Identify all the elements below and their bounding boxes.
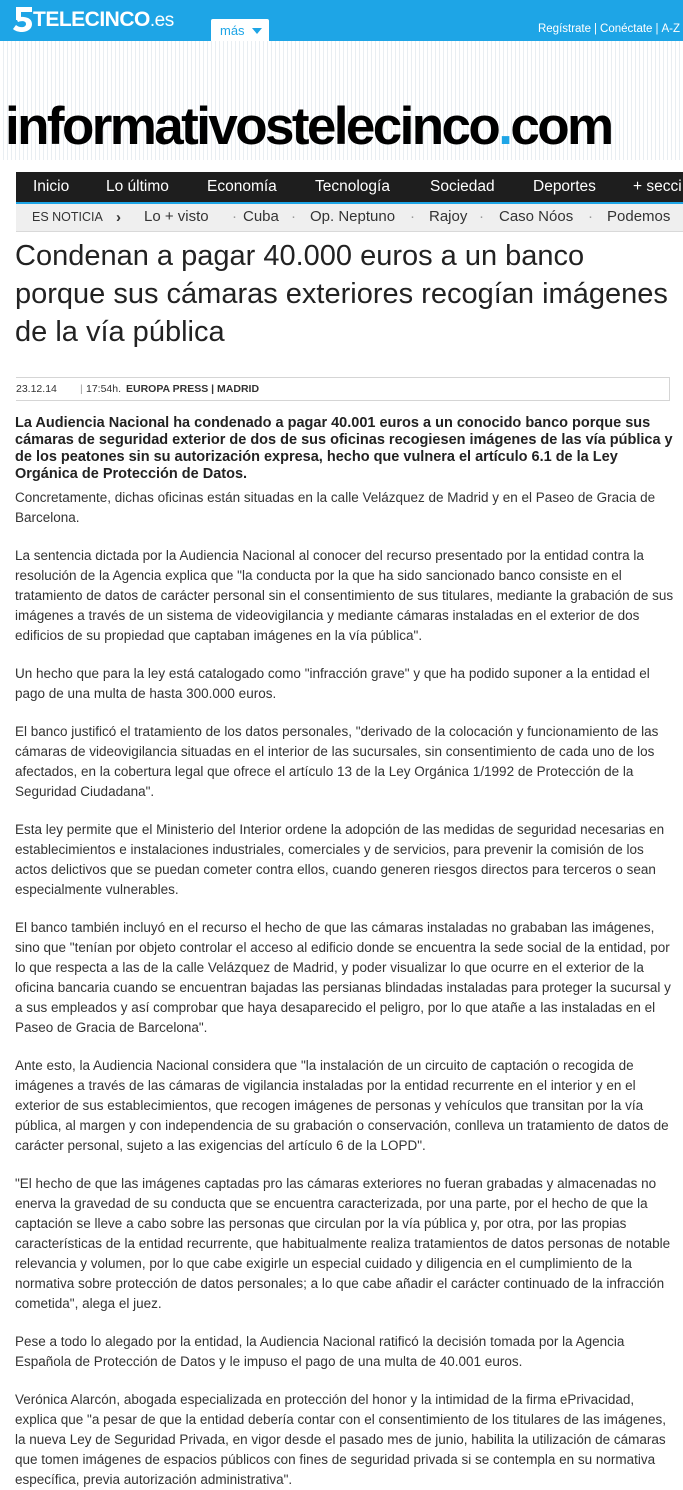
separator: · bbox=[291, 208, 296, 225]
trending-topic[interactable]: Rajoy bbox=[429, 208, 468, 225]
nav-item-inicio[interactable]: Inicio bbox=[33, 178, 70, 195]
more-tab-label: más bbox=[220, 23, 245, 38]
nav-item-economia[interactable]: Economía bbox=[207, 178, 277, 195]
separator: | bbox=[80, 383, 83, 395]
trending-topic[interactable]: Cuba bbox=[243, 208, 279, 225]
article-title: Condenan a pagar 40.000 euros a un banco porque sus cámaras exteriores recogían imágenes de la vía pública bbox=[15, 240, 668, 348]
article-paragraph: La sentencia dictada por la Audiencia Nacional al conocer del recurso presentado por la entidad contra la resolución de la Agencia explica que "la conducta por la que ha sido sancionado banco consiste en el tratamiento de datos de carácter personal sin el consentimiento de sus titulares, mediante la grabación de sus imágenes a través de un sistema de videovigilancia y mediante cámaras instaladas en el exterior de dos edificios de su propiedad que captaban imágenes en la vía pública". bbox=[15, 548, 674, 643]
article-paragraph: El banco también incluyó en el recurso el hecho de que las cámaras instaladas no grababan las imágenes, sino que "tenían por objeto controlar el acceso al edificio donde se encuentra la sede social de la entidad, por lo que respecta a las de la calle Velázquez de Madrid, y poder visualizar lo que ocurre en el exterior de la oficina bancaria cuando se encuentran bajadas las persianas blindadas instaladas para proteger la sucursal y a sus empleados y así comprobar que haya desaparecido el peligro, por lo que atañe a las instaladas en el Paseo de Gracia de Barcelona". bbox=[15, 920, 671, 1035]
a-z-link[interactable]: A-Z bbox=[661, 23, 680, 35]
site-logo[interactable]: informativostelecinco.com bbox=[5, 97, 612, 156]
article-paragraph: "El hecho de que las imágenes captadas pro las cámaras exteriores no fueran grabadas y almacenadas no enerva la gravedad de su conducta que se encuentra caracterizada, por una parte, por el hecho de que la captación se lleve a cabo sobre las personas que circulan por la vía pública y, por otra, por las propias características de la entidad recurrente, que habitualmente realiza tratamientos de datos personas de notable relevancia y volumen, por lo que cabe exigirle un especial cuidado y diligencia en el cumplimiento de la normativa sobre protección de datos personales; a lo que cabe añadir el carácter continuado de la infracción cometida", alega el juez. bbox=[15, 1176, 671, 1311]
article-paragraph: Verónica Alarcón, abogada especializada en protección del honor y la intimidad de la firma ePrivacidad, explica que "a pesar de que la entidad debería contar con el consentimiento de los titulares de las imágenes, la nueva Ley de Seguridad Privada, en vigor desde el pasado mes de junio, habilita la utilización de cámaras que tomen imágenes de espacios públicos con fines de seguridad privada si se contempla en su normativa específica, previa autorización administrativa". bbox=[15, 1392, 666, 1487]
trending-label: ES NOTICIA bbox=[32, 210, 103, 224]
article-date: 23.12.14 bbox=[16, 383, 57, 395]
article-time: 17:54h. bbox=[86, 383, 122, 395]
trending-topic[interactable]: Caso Nóos bbox=[499, 208, 574, 225]
article-lead: La Audiencia Nacional ha condenado a pagar 40.001 euros a un conocido banco porque sus cámaras de seguridad exterior de dos de sus oficinas recogiesen imágenes de las vía pública y de los peatones sin su autorización expresa, hecho que vulnera el artículo 6.1 de la Ley Orgánica de Protección de Datos. bbox=[15, 415, 673, 482]
more-tab[interactable] bbox=[211, 19, 269, 41]
article-paragraph: Concretamente, dichas oficinas están situadas en la calle Velázquez de Madrid y en el Paseo de Gracia de Barcelona. bbox=[15, 490, 656, 525]
article-meta bbox=[16, 377, 670, 401]
article-source: EUROPA PRESS | MADRID bbox=[126, 383, 260, 395]
article-paragraph: Ante esto, la Audiencia Nacional considera que "la instalación de un circuito de captación o recogida de imágenes a través de las cámaras de vigilancia instaladas por la entidad recurrente en el interior y en el exterior de sus establecimientos, que recogen imágenes de personas y vehículos que transitan por la vía pública, al margen y con independencia de su grabación o conservación, conlleva un tratamiento de datos de carácter personal, sujeto a las exigencias del artículo 6 de la LOPD". bbox=[15, 1058, 669, 1153]
trending-bar bbox=[16, 204, 683, 232]
trending-topic[interactable]: Podemos bbox=[607, 208, 671, 225]
main-nav bbox=[16, 172, 683, 202]
nav-item-tecnologia[interactable]: Tecnología bbox=[315, 178, 390, 195]
telecinco-five-logo-icon[interactable] bbox=[12, 6, 34, 34]
article-paragraph: El banco justificó el tratamiento de los datos personales, "derivado de la colocación y funcionamiento de las cámaras de videovigilancia situadas en el interior de las sucursales, sin consentimiento de cada uno de los afectados, en la cobertura legal que ofrece el artículo 13 de la Ley Orgánica 1/1992 de Protección de la Seguridad Ciudadana". bbox=[15, 724, 659, 799]
nav-item-deportes[interactable]: Deportes bbox=[533, 178, 596, 195]
trending-topic[interactable]: Op. Neptuno bbox=[310, 208, 396, 225]
nav-item-more-sections[interactable]: + secci bbox=[633, 178, 682, 195]
nav-item-lo-ultimo[interactable]: Lo último bbox=[106, 178, 169, 195]
article-paragraph: Esta ley permite que el Ministerio del Interior ordene la adopción de las medidas de seguridad necesarias en establecimientos e instalaciones industriales, comerciales y de servicios, para prevenir la comisión de los actos delictivos que se puedan cometer contra ellos, cuando generen riesgos directos para terceros o sean especialmente vulnerables. bbox=[15, 822, 665, 897]
login-link[interactable]: Conéctate bbox=[600, 23, 653, 35]
register-link[interactable]: Regístrate bbox=[537, 23, 592, 35]
separator: · bbox=[232, 208, 237, 225]
user-links: Regístrate | Conéctate | A-Z bbox=[537, 23, 680, 35]
chevron-right-icon: › bbox=[116, 209, 121, 226]
chevron-down-icon bbox=[252, 28, 262, 34]
separator: · bbox=[479, 208, 484, 225]
trending-topic[interactable]: Lo + visto bbox=[144, 208, 209, 225]
telecinco-logo-text[interactable]: TELECINCO.es bbox=[33, 8, 174, 31]
top-bar bbox=[0, 0, 683, 41]
separator: · bbox=[410, 208, 415, 225]
separator: · bbox=[588, 208, 593, 225]
article-paragraph: Un hecho que para la ley está catalogado como "infracción grave" y que ha podido suponer a la entidad el pago de una multa de hasta 300.000 euros. bbox=[15, 666, 650, 701]
nav-item-sociedad[interactable]: Sociedad bbox=[430, 178, 495, 195]
article-paragraph: Pese a todo lo alegado por la entidad, la Audiencia Nacional ratificó la decisión tomada por la Agencia Española de Protección de Datos y le impuso el pago de una multa de 40.001 euros. bbox=[15, 1334, 625, 1369]
